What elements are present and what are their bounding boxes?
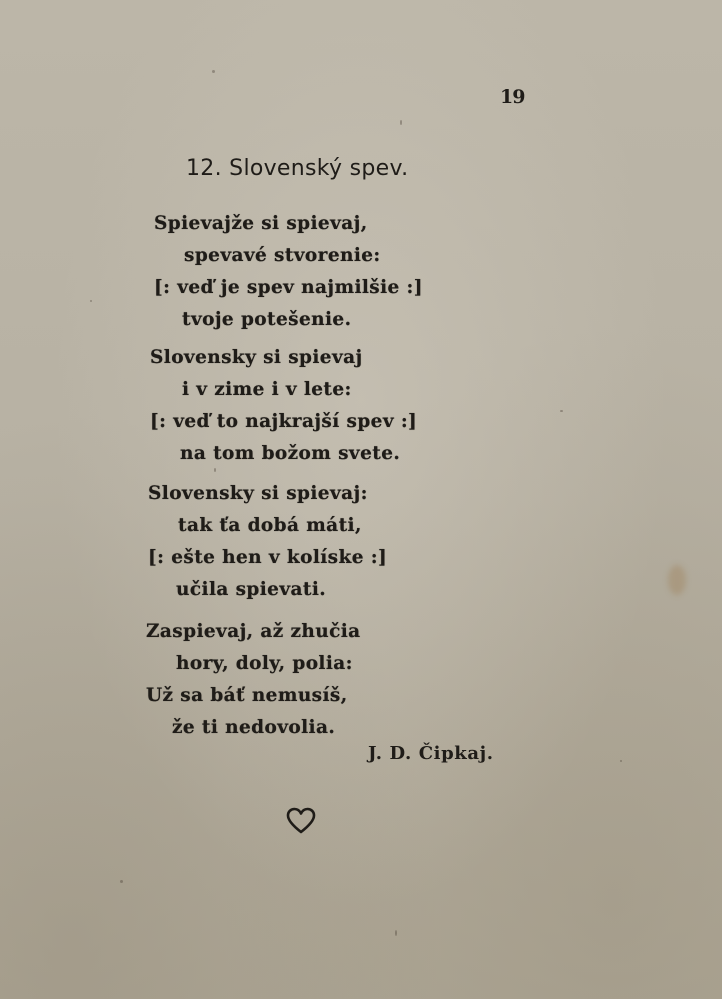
poem-line: hory, doly, polia: (176, 653, 353, 674)
paper-speck (620, 760, 622, 762)
stanza-4 (146, 616, 476, 744)
poem-line: [: veď je spev najmilšie :] (154, 277, 423, 298)
paper-speck (400, 120, 402, 125)
stanza-1 (154, 208, 484, 336)
stanza-3 (148, 478, 478, 606)
poem-line: [: ešte hen v kolíske :] (148, 547, 388, 568)
poem-line: že ti nedovolia. (172, 717, 336, 738)
poem-line: na tom božom svete. (180, 443, 401, 464)
poem-line: i v zime i v lete: (182, 379, 352, 400)
poem-line: Spievajže si spievaj, (154, 213, 368, 234)
poem-line: tak ťa dobá máti, (178, 515, 362, 536)
page-number: 19 (500, 86, 525, 108)
poem-title: 12. Slovenský spev. (186, 156, 409, 181)
paper-speck (120, 880, 123, 883)
poem-line: Slovensky si spievaj: (148, 483, 368, 504)
poem-line: [: veď to najkrajší spev :] (150, 411, 418, 432)
poem-line: Slovensky si spievaj (150, 347, 363, 368)
poem-line: spevavé stvorenie: (184, 245, 381, 266)
poem-line: učila spievati. (176, 579, 327, 600)
paper-speck (395, 930, 397, 936)
poem-line: tvoje potešenie. (182, 309, 352, 330)
paper-stain (668, 565, 686, 595)
poem-line: Už sa báť nemusíš, (146, 685, 348, 706)
paper-speck (90, 300, 92, 302)
paper-speck (212, 70, 215, 73)
heart-icon (286, 806, 316, 836)
author-signature: J. D. Čipkaj. (368, 743, 494, 764)
poem-line: Zaspievaj, až zhučia (146, 621, 361, 642)
stanza-2 (150, 342, 480, 470)
paper-speck (560, 410, 563, 412)
